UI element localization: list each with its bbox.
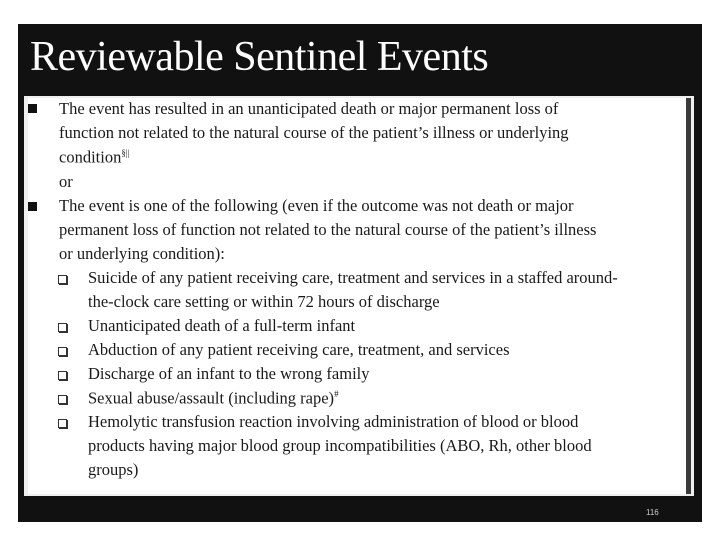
criterion-1-line-1: The event has resulted in an unanticipated death or major permanent loss of (59, 99, 559, 118)
event-1-line-1: Suicide of any patient receiving care, treatment and services in a staffed around- (88, 268, 618, 287)
event-3-line-1: Abduction of any patient receiving care, treatment, and services (88, 340, 510, 359)
criterion-1-line-2: function not related to the natural course of the patient’s illness or underlying (59, 123, 569, 142)
checkbox-bullet-icon (58, 371, 67, 380)
criterion-2-line-1: The event is one of the following (even if the outcome was not death or major (59, 196, 574, 215)
event-2-line-1: Unanticipated death of a full-term infant (88, 316, 356, 335)
criterion-2-line-2: permanent loss of function not related to the natural course of the patient’s illness (59, 220, 597, 239)
criterion-1-line-3-text: condition (59, 147, 122, 167)
scan-edge (686, 98, 691, 494)
event-6-line-1: Hemolytic transfusion reaction involving administration of blood or blood (88, 412, 579, 431)
event-1-line-2: the-clock care setting or within 72 hours of discharge (88, 292, 440, 311)
slide-title: Reviewable Sentinel Events (30, 34, 489, 80)
square-bullet-icon (28, 104, 37, 113)
checkbox-bullet-icon (58, 323, 67, 332)
event-5-text: Sexual abuse/assault (including rape) (88, 388, 335, 408)
event-6-line-3: groups) (88, 460, 139, 479)
criterion-2-line-3: or underlying condition): (59, 244, 225, 263)
criterion-1-footnote: §|| (121, 148, 130, 158)
criterion-1-line-3 (59, 149, 129, 166)
footer-bar (18, 502, 702, 522)
checkbox-bullet-icon (58, 275, 67, 284)
event-5-footnote: # (334, 389, 339, 399)
square-bullet-icon (28, 202, 37, 211)
page-number: 116 (646, 508, 659, 517)
event-5-line-1 (88, 390, 339, 407)
event-6-line-2: products having major blood group incompatibilities (ABO, Rh, other blood (88, 436, 592, 455)
checkbox-bullet-icon (58, 347, 67, 356)
event-4-line-1: Discharge of an infant to the wrong family (88, 364, 370, 383)
checkbox-bullet-icon (58, 395, 67, 404)
checkbox-bullet-icon (58, 419, 67, 428)
connector-or: or (59, 172, 73, 191)
